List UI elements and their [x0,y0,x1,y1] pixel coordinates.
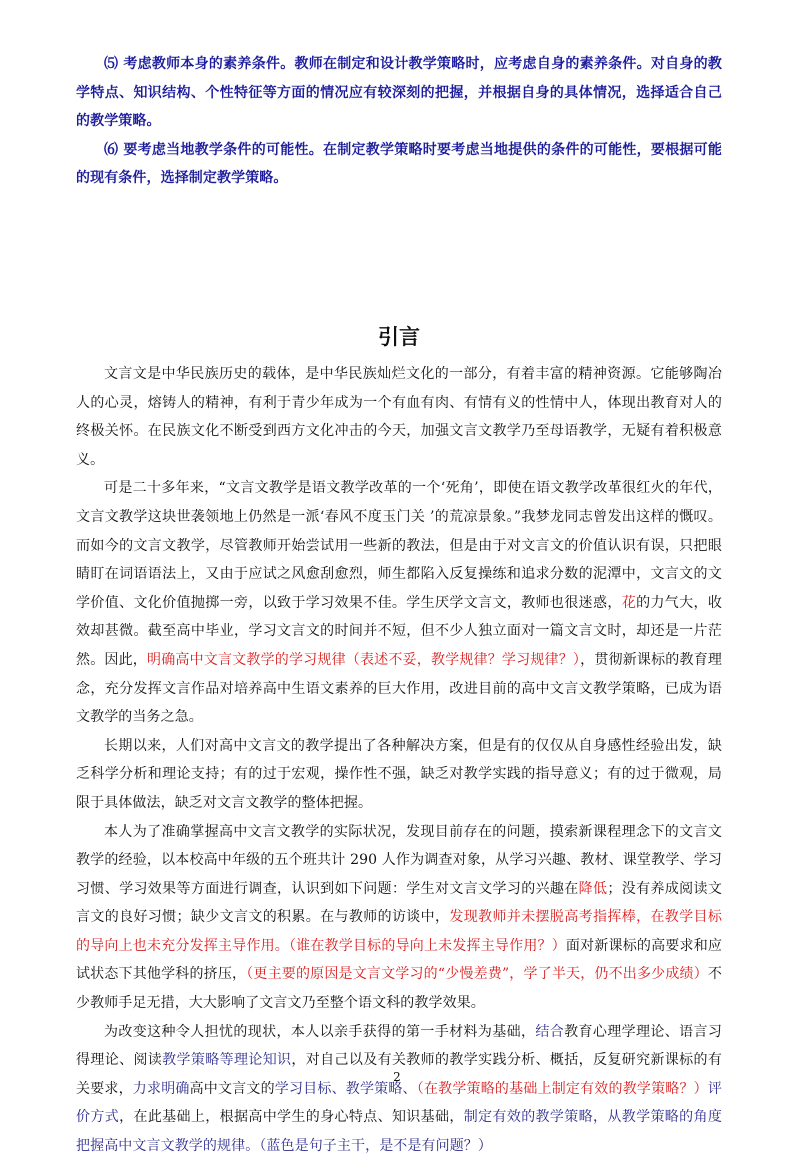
p5-text-k: ，在此基础上，根据高中学生的身心特点、知识基础， [119,1109,464,1126]
p5-main-l: 制定有效的教学策略，从教学策略的角度把握高中文言文教学的规律。 [76,1109,722,1155]
introduction-body [76,360,722,1161]
p2-highlight-b: 花 [621,594,637,611]
p4-text-a: 本人为了准确掌握高中文言文教学的实际状况，发现目前存在的问题，摸索新课程理念下的文言文教学的经验，以本校高中年级的五个班共计 290 人作为调查对象，从学习兴趣、教材、课堂教学、学习习惯、学习效果等方面进行调查，认识到如下问题：学生对文言文学习的兴趣在 [76,823,722,897]
p2-text-c: 的力气大，收效却甚微。截至高中毕业，学习文言文的时间并不短，但不少人独立面对一篇文言文时，却还是一片茫然。因此， [76,594,722,668]
p4-highlight-b: 降低 [578,880,608,897]
p5-main-f: 力求明确 [132,1080,190,1097]
p4-text-c: ；没有养成阅读文言文的良好习惯；缺少文言文的积累。在与教师的访谈中， [76,880,723,926]
p5-main-b: 结合 [535,1023,565,1040]
p2-text-e: ，贯彻新课标的教育理念，充分发挥文言作品对培养高中生语文素养的巨大作用，改进目前的高中文言文教学策略，已成为语文教学的当务之急。 [76,651,723,726]
p5-comment-i: （在教学策略的基础上制定有效的教学策略？） [416,1080,708,1097]
p5-comment-m: （蓝色是句子主干，是不是有问题？） [259,1138,493,1155]
list-item-6: ⑹ 要考虑当地教学条件的可能性。在制定教学策略时要考虑当地提供的条件的可能性，要根据可能的现有条件，选择制定教学策略。 [76,141,722,187]
list-item-5: ⑸ 考虑教师本身的素养条件。教师在制定和设计教学策略时，应考虑自身的素养条件。对自身的教学特点、知识结构、个性特征等方面的情况应有较深刻的把握，并根据自身的具体情况，选择适合自己的教学策略。 [76,56,722,130]
p4-comment-d: 发现教师并未摆脱高考指挥棒，在教学目标的导向上也未充分发挥主导作用。（谁在教学目标的导向上未发挥主导作用？） [76,909,722,954]
p5-main-h: 学习目标、教学策略、 [274,1080,417,1097]
paragraph-3: 长期以来，人们对高中文言文的教学提出了各种解决方案，但是有的仅仅从自身感性经验出发，缺乏科学分析和理论支持；有的过于宏观，操作性不强，缺乏对教学实践的指导意义；有的过于微观，局限于具体做法，缺乏对文言文教学的整体把握。 [76,737,722,811]
p2-comment-d: 明确高中文言文教学的学习规律（表述不妥，教学规律？学习规律？） [147,651,581,668]
p4-text-g: 不少教师手足无措，大大影响了文言文乃至整个语文科的教学效果。 [76,966,723,1012]
p5-text-c: 教育心理学理论、语言习得理论、阅读 [76,1023,723,1069]
p5-text-g: 高中文言文的 [189,1080,275,1097]
p4-comment-f: （更主要的原因是文言文学习的“少慢差费”，学了半天，仍不出多少成绩） [246,966,708,983]
paragraph-2 [76,474,722,731]
paragraph-1: 文言文是中华民族历史的载体，是中华民族灿烂文化的一部分，有着丰富的精神资源。它能够陶冶人的心灵，熔铸人的精神，有利于青少年成为一个有血有肉、有情有义的性情中人，体现出教育对人的终极关怀。在民族文化不断受到西方文化冲击的今天，加强文言文教学乃至母语教学，无疑有着积极意义。 [76,366,722,468]
page-number: 2 [393,1070,401,1084]
p5-main-d: 教学策略等理论知识 [162,1052,292,1069]
section-heading: 引言 [378,325,420,349]
paragraph-5 [76,1018,722,1161]
p4-text-e: 面对新课标的高要求和应试状态下其他学科的挤压， [76,937,722,983]
p2-text-a: 可是二十多年来，“文言文教学是语文教学改革的一个‘死角’，即使在语文教学改革很红火的年代，文言文教学这块世袭领地上仍然是一派‘春风不度玉门关 ’的荒凉景象。”我梦龙同志曾发出这样的慨叹。而如今的文言文教学，尽管教师开始尝试用一些新的教法，但是由于对文言文的价值认识有误，只把眼睛盯在词语语法上，又由于应试之风愈刮愈烈，师生都陷入反复操练和追求分数的泥潭中，文言文的文学价值、文化价值抛掷一旁，以致于学习效果不佳。学生厌学文言文，教师也很迷惑， [76,480,722,611]
p5-text-e: ，对自己以及有关教师的教学实践分析、概括，反复研究新课标的有关要求， [76,1052,722,1097]
p5-main-j: 评价方式 [76,1080,722,1126]
paragraph-4 [76,818,722,1018]
p5-text-a: 为改变这种令人担忧的现状，本人以亲手获得的第一手材料为基础， [104,1023,536,1040]
previous-section-continuation [76,50,722,193]
